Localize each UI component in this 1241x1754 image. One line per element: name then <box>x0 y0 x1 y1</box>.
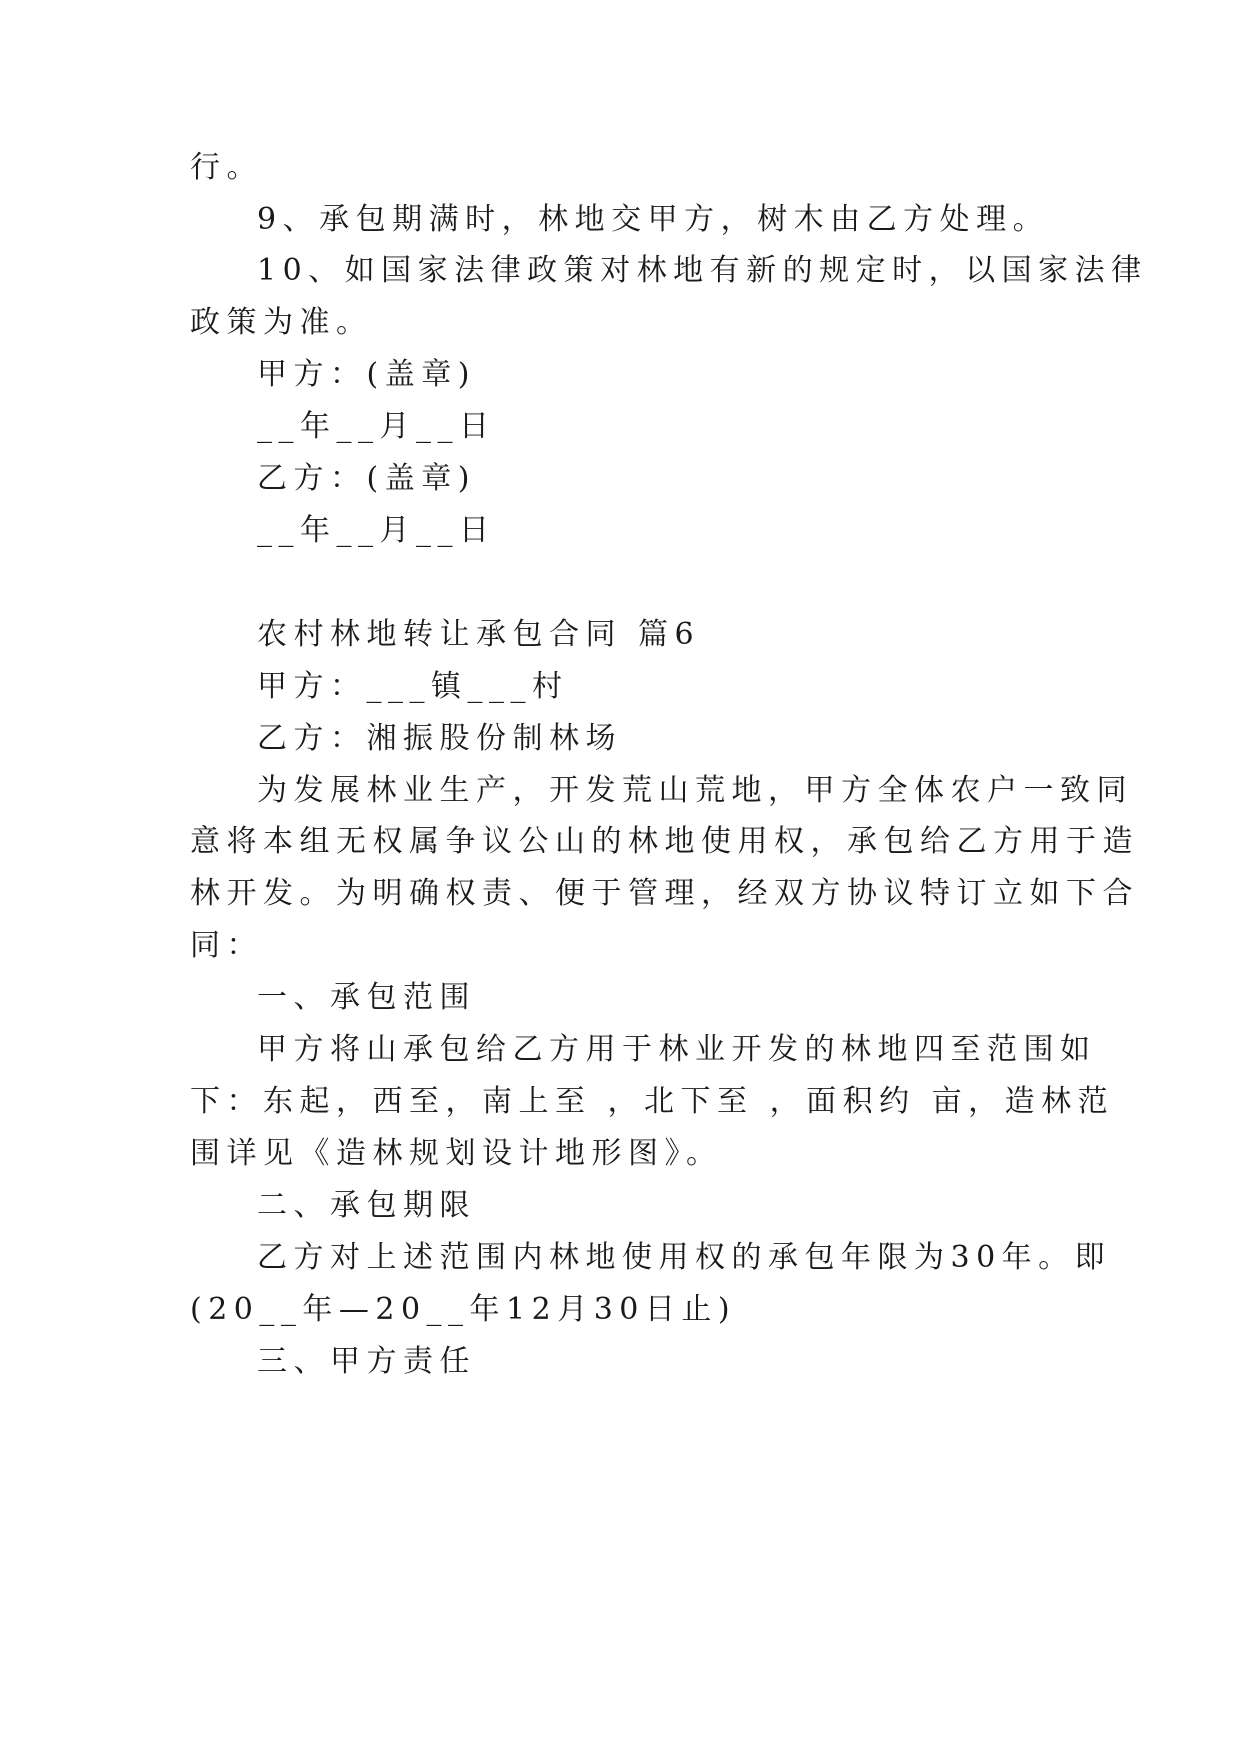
party-a-seal: 甲方：(盖章) <box>257 357 476 392</box>
heading-scope: 一、承包范围 <box>257 980 476 1015</box>
clause-10: 10、如国家法律政策对林地有新的规定时，以国家法律 <box>257 253 1148 288</box>
clause-9: 9、承包期满时，林地交甲方，树木由乙方处理。 <box>257 202 1050 237</box>
paragraph-line: 围详见《造林规划设计地形图》。 <box>190 1136 723 1171</box>
paragraph-line: 为发展林业生产，开发荒山荒地，甲方全体农户一致同 <box>257 773 1133 808</box>
date-line: __年__月__日 <box>257 513 496 548</box>
text-line: 政策为准。 <box>190 305 373 340</box>
paragraph-line: 乙方对上述范围内林地使用权的承包年限为30年。即 <box>257 1240 1112 1275</box>
paragraph-line: 下：东起，西至，南上至 ，北下至 ，面积约 亩，造林范 <box>190 1084 1115 1119</box>
date-line: __年__月__日 <box>257 409 496 444</box>
text-line: 行。 <box>190 150 263 185</box>
heading-term: 二、承包期限 <box>257 1188 476 1223</box>
paragraph-line: (20__年—20__年12月30日止) <box>190 1292 737 1327</box>
paragraph-line: 意将本组无权属争议公山的林地使用权，承包给乙方用于造 <box>190 824 1139 859</box>
paragraph-line: 甲方将山承包给乙方用于林业开发的林地四至范围如 <box>257 1032 1097 1067</box>
paragraph-line: 同： <box>190 928 263 963</box>
party-b-seal: 乙方：(盖章) <box>257 461 476 496</box>
heading-party-a-duty: 三、甲方责任 <box>257 1344 476 1379</box>
paragraph-line: 林开发。为明确权责、便于管理，经双方协议特订立如下合 <box>190 876 1139 911</box>
party-a: 甲方：___镇___村 <box>257 669 569 704</box>
party-b: 乙方：湘振股份制林场 <box>257 721 622 756</box>
section-title: 农村林地转让承包合同 篇6 <box>257 617 701 652</box>
